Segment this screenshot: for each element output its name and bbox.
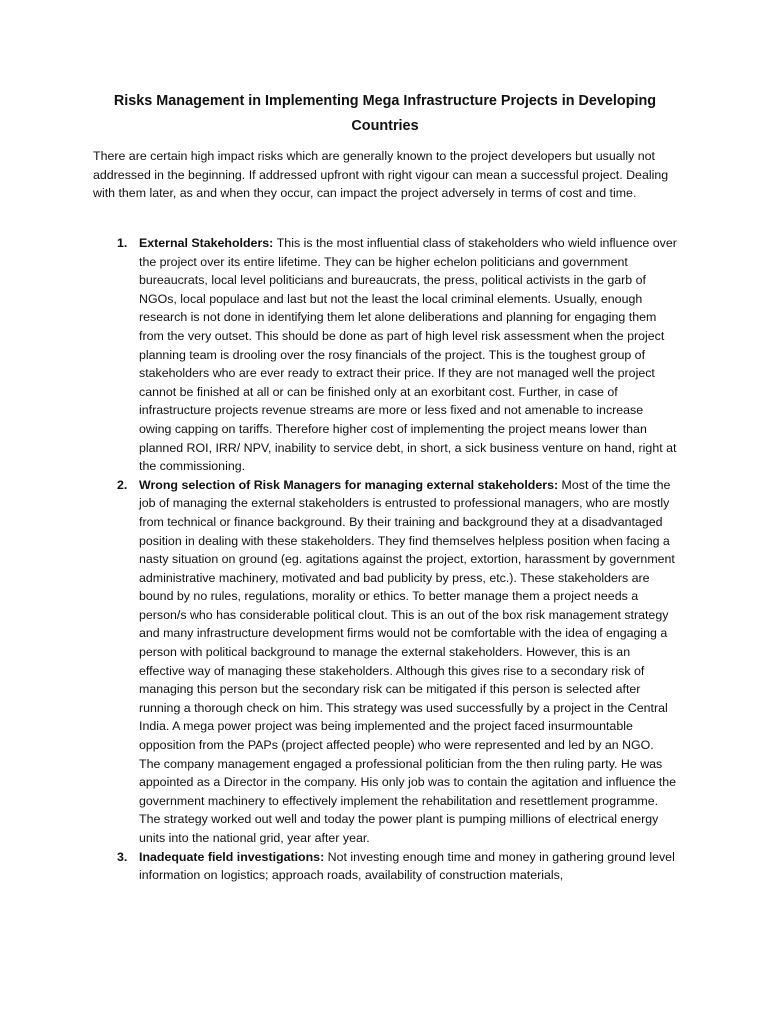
- list-item: [93, 476, 677, 848]
- list-item-text: Not investing enough time and money in gathering ground level information on logistics; approach roads, availability of construction materials,: [139, 849, 675, 883]
- list-item: [93, 848, 677, 885]
- list-item-text: This is the most influential class of stakeholders who wield influence over the project over its entire lifetime. They can be higher echelon politicians and government bureaucrats, local level politicians and bureaucrats, the press, political activists in the garb of NGOs, local populace and last but not the least the local criminal elements. Usually, enough research is not done in identifying them let alone deliberations and planning for engaging them from the very outset. This should be done as part of high level risk assessment when the project planning team is drooling over the rosy financials of the project. This is the toughest group of stakeholders who are ever ready to extract their price. If they are not managed well the project cannot be finished at all or can be finished only at an exorbitant cost. Further, in case of infrastructure projects revenue streams are more or less fixed and not amenable to increase owing capping on tariffs. Therefore higher cost of implementing the project means lower than planned ROI, IRR/ NPV, inability to service debt, in short, a sick business venture on hand, right at the commissioning.: [139, 236, 677, 474]
- list-item-number: 2.: [117, 477, 128, 492]
- list-item-heading: External Stakeholders:: [139, 236, 277, 250]
- document-title: Risks Management in Implementing Mega Infrastructure Projects in Developing Countries: [113, 93, 657, 134]
- list-item-heading: Inadequate field investigations:: [139, 849, 328, 864]
- list-item-number: 3.: [117, 849, 128, 864]
- risk-list: [93, 234, 677, 885]
- intro-paragraph: There are certain high impact risks which are generally known to the project developers but usually not addressed in the beginning. If addressed upfront with right vigour can mean a successful project. Dealing with them later, as and when they occur, can impact the project adversely in terms of cost and time.: [93, 149, 669, 201]
- list-item-heading: Wrong selection of Risk Managers for managing external stakeholders:: [139, 477, 562, 492]
- list-item-text: Most of the time the job of managing the external stakeholders is entrusted to professional managers, who are mostly from technical or finance background. By their training and background they at a disadvantaged position in dealing with these stakeholders. They find themselves helpless position when facing a nasty situation on ground (eg. agitations against the project, extortion, harassment by government administrative machinery, motivated and bad publicity by press, etc.). These stakeholders are bound by no rules, regulations, morality or ethics. To better manage them a project needs a person/s who has considerable political clout. This is an out of the box risk management strategy and many infrastructure development firms would not be comfortable with the idea of engaging a person with political background to manage the external stakeholders. However, this is an effective way of managing these stakeholders. Although this gives rise to a secondary risk of managing this person but the secondary risk can be mitigated if this person is selected after running a thorough check on him. This strategy was used successfully by a project in the Central India. A mega power project was being implemented and the project faced insurmountable opposition from the PAPs (project affected people) who were represented and led by an NGO. The company management engaged a professional politician from the then ruling party. He was appointed as a Director in the company. His only job was to contain the agitation and influence the government machinery to effectively implement the rehabilitation and resettlement programme. The strategy worked out well and today the power plant is pumping millions of electrical energy units into the national grid, year after year.: [139, 477, 677, 845]
- list-item: [93, 234, 677, 476]
- list-item-number: 1.: [117, 236, 128, 250]
